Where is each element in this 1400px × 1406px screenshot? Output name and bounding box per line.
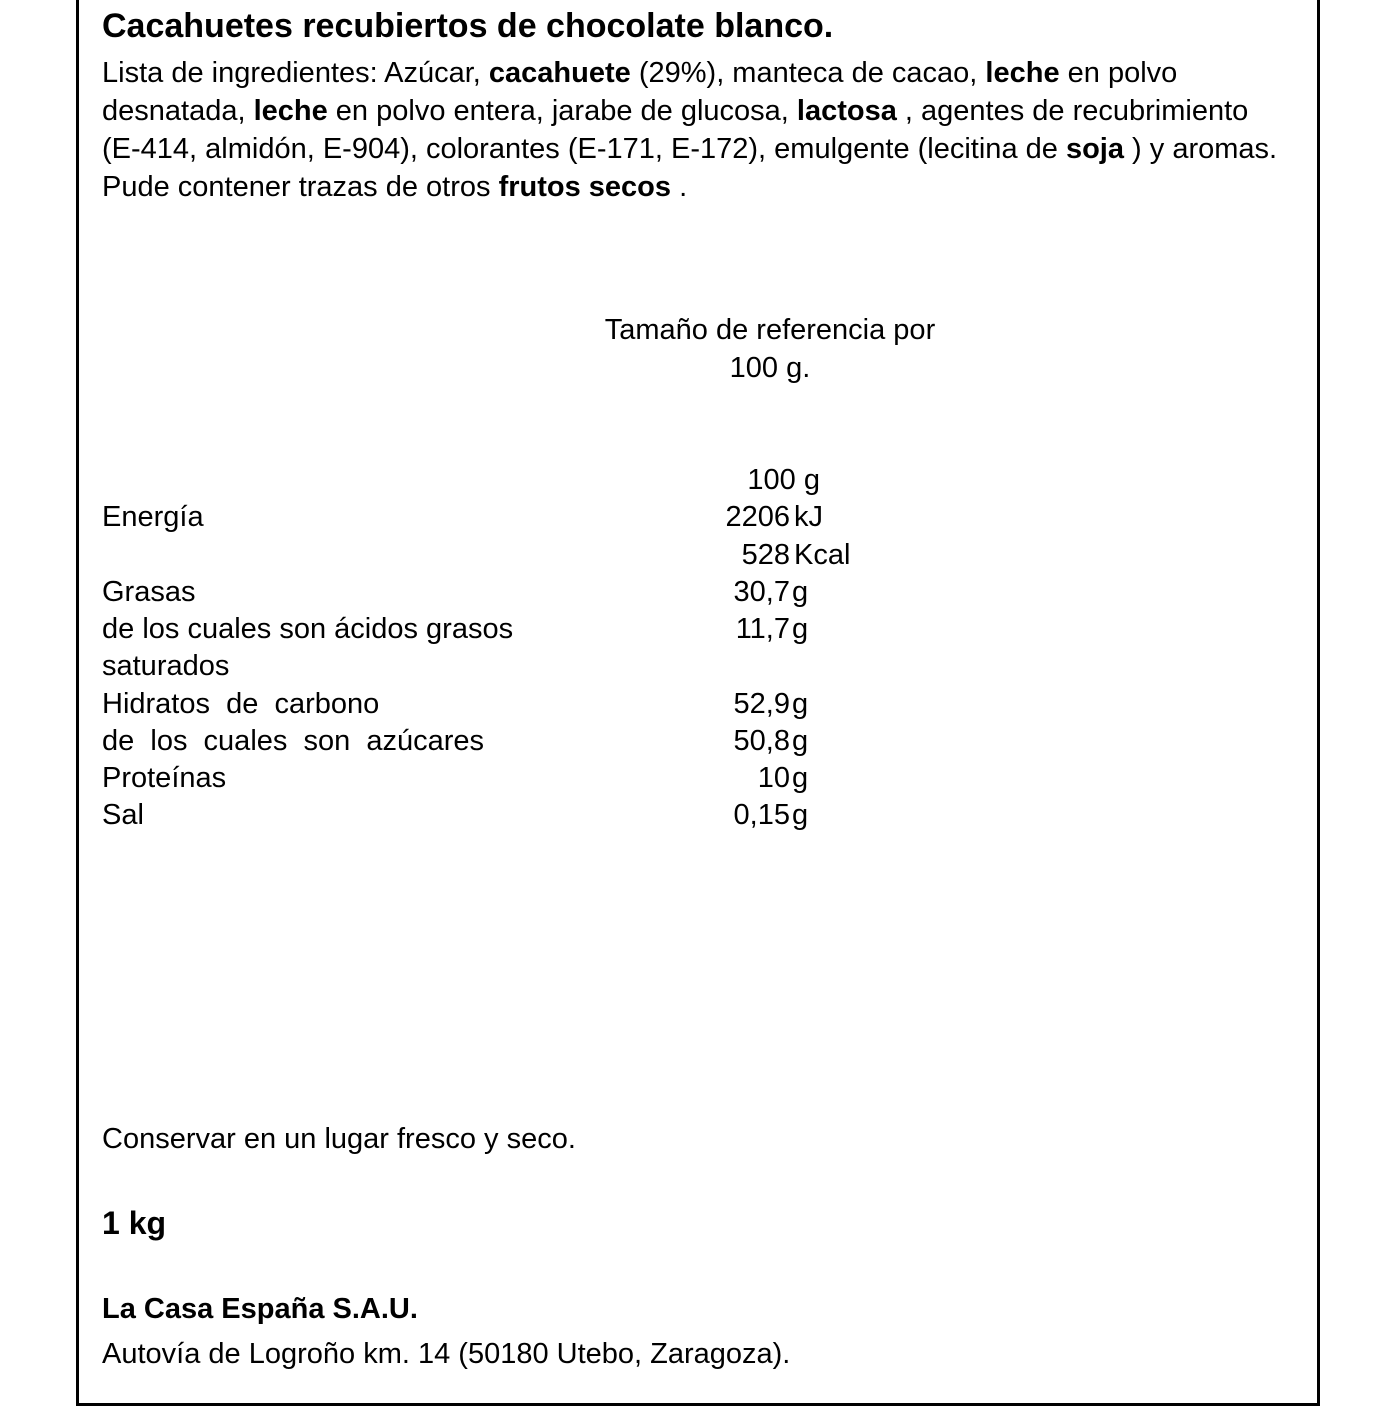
company-address: Autovía de Logroño km. 14 (50180 Utebo, Zaragoza). (102, 1338, 791, 1370)
energy-kcal-unit: Kcal (794, 539, 851, 571)
net-weight: 1 kg (102, 1205, 167, 1241)
nutrient-value: 10 (757, 762, 790, 794)
nutrient-label: de los cuales son ácidos grasos (102, 613, 514, 645)
allergen-peanut: cacahuete (488, 57, 631, 89)
nutrient-value: 30,7 (733, 576, 790, 608)
ingredients-part: en polvo entera, jarabe de glucosa, (327, 95, 797, 127)
nutrient-value: 50,8 (733, 725, 790, 757)
allergen-nuts: frutos secos (498, 171, 672, 203)
ingredients-list (102, 54, 1282, 206)
ingredients-part: (29%), manteca de cacao, (630, 57, 986, 89)
reference-size-line2: 100 g. (729, 352, 811, 384)
allergen-milk: leche (985, 57, 1060, 89)
nutrient-label: de los cuales son azúcares (102, 725, 485, 757)
energy-label: Energía (102, 501, 204, 533)
product-title: Cacahuetes recubiertos de chocolate blanco. (102, 7, 834, 45)
allergen-soy: soja (1065, 133, 1124, 165)
column-header: 100 g (747, 464, 820, 496)
nutrient-label: Sal (102, 799, 144, 831)
ingredients-part: . (671, 171, 688, 203)
ingredients-part: ) y aromas. Pude contener trazas de otros (102, 133, 1278, 203)
energy-kcal-value: 528 (741, 539, 790, 571)
nutrient-unit: g (792, 762, 809, 794)
nutrient-label-continued: saturados (102, 650, 230, 682)
ingredients-part: Lista de ingredientes: Azúcar, (102, 57, 489, 89)
allergen-lactose: lactosa (796, 95, 897, 127)
nutrient-unit: g (792, 688, 809, 720)
nutrient-label: Hidratos de carbono (102, 688, 380, 720)
company-name: La Casa España S.A.U. (102, 1293, 418, 1325)
nutrient-value: 0,15 (733, 799, 790, 831)
nutrient-unit: g (792, 799, 809, 831)
nutrient-unit: g (792, 576, 809, 608)
nutrient-label: Grasas (102, 576, 196, 608)
ingredients-part: , agentes de recubrimiento (E-414, almidón, E-904), colorantes (E-171, E-172), emulgente (lecitina de (102, 95, 1249, 165)
energy-kj-unit: kJ (794, 501, 823, 533)
nutrient-label: Proteínas (102, 762, 227, 794)
ingredients-part: en polvo desnatada, (102, 57, 1178, 127)
storage-instructions: Conservar en un lugar fresco y seco. (102, 1123, 576, 1155)
reference-size-line1: Tamaño de referencia por (604, 314, 936, 346)
nutrient-value: 52,9 (733, 688, 790, 720)
nutrient-unit: g (792, 725, 809, 757)
nutrient-unit: g (792, 613, 809, 645)
energy-kj-value: 2206 (725, 501, 790, 533)
allergen-milk: leche (253, 95, 328, 127)
nutrient-value: 11,7 (735, 613, 790, 645)
